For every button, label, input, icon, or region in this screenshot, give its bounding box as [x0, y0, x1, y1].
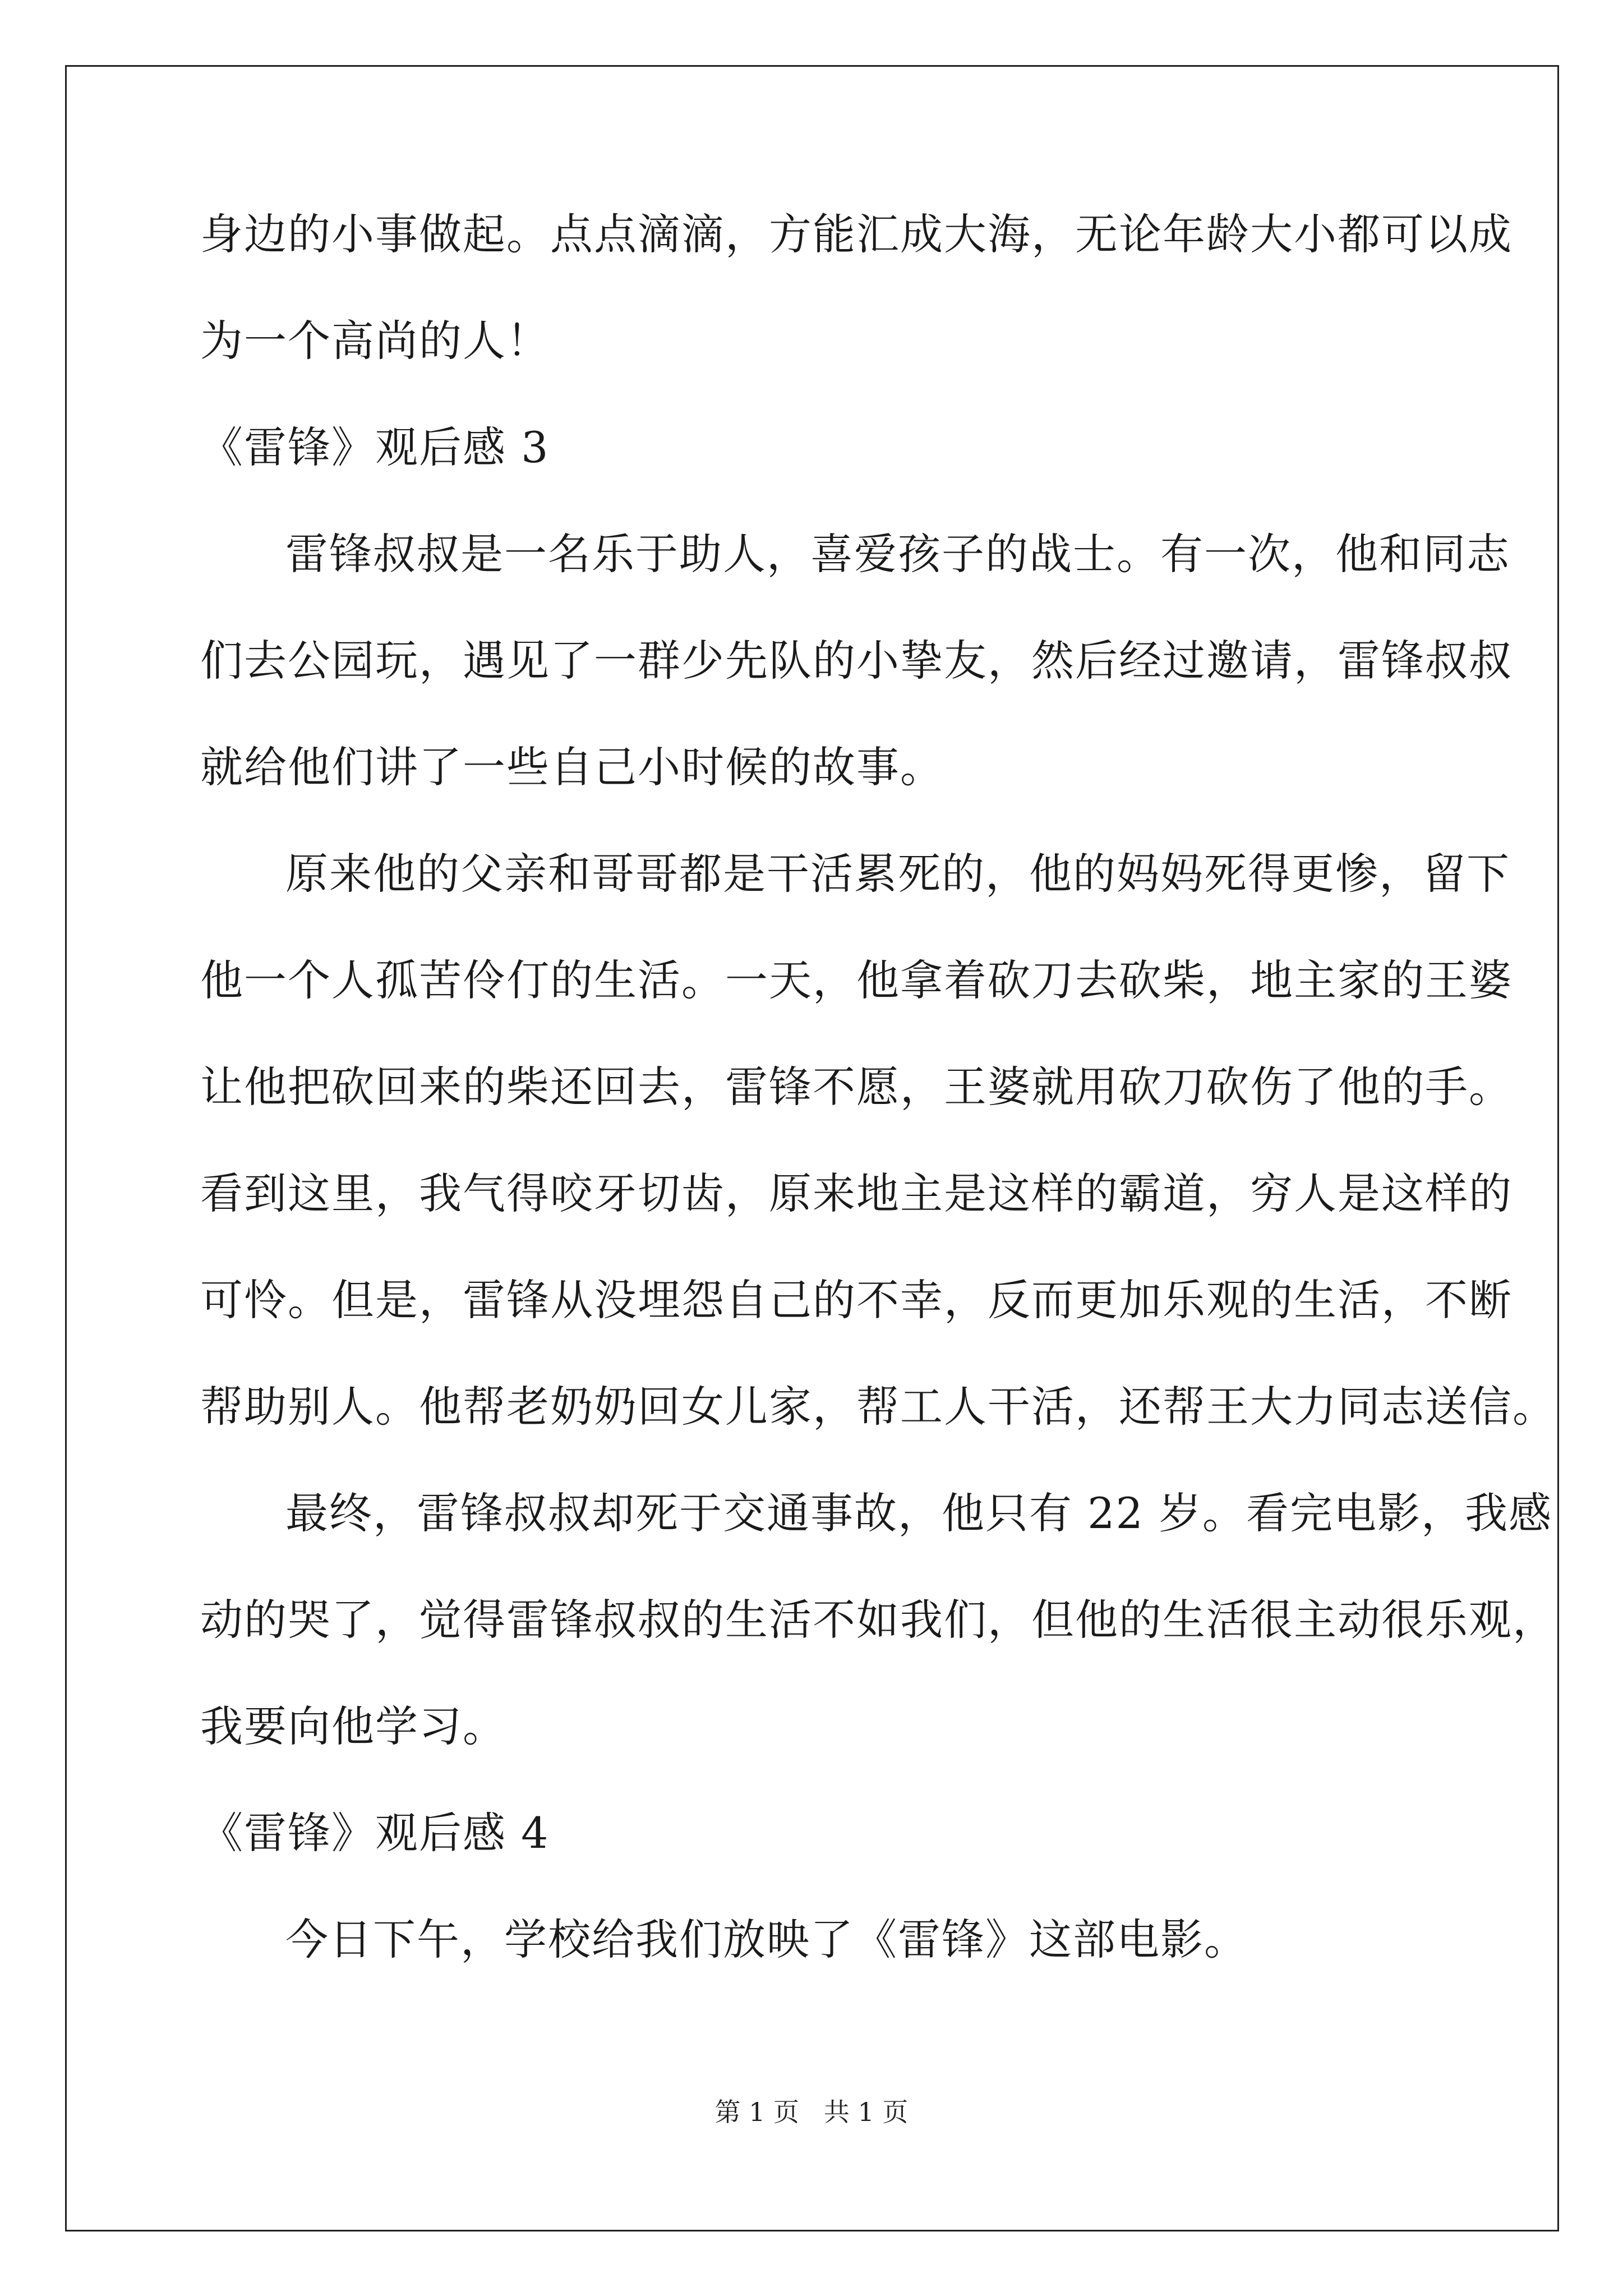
text-line: 雷锋叔叔是一名乐于助人，喜爱孩子的战士。有一次，他和同志: [285, 529, 1510, 579]
text-line: 帮助别人。他帮老奶奶回女儿家，帮工人干活，还帮王大力同志送信。: [200, 1382, 1556, 1432]
text-line: 我要向他学习。: [200, 1701, 506, 1751]
text-line: 原来他的父亲和哥哥都是干活累死的，他的妈妈死得更惨，留下: [285, 849, 1510, 899]
text-line: 让他把砍回来的柴还回去，雷锋不愿，王婆就用砍刀砍伤了他的手。: [200, 1062, 1513, 1112]
document-body: [200, 208, 1556, 2019]
text-line: 们去公园玩，遇见了一群少先队的小挚友，然后经过邀请，雷锋叔叔: [200, 636, 1513, 685]
page-footer: 第 1 页 共 1 页: [714, 2097, 909, 2127]
text-line: 他一个人孤苦伶仃的生活。一天，他拿着砍刀去砍柴，地主家的王婆: [200, 955, 1513, 1005]
text-line: 看到这里，我气得咬牙切齿，原来地主是这样的霸道，穷人是这样的: [200, 1168, 1513, 1218]
text-line: 为一个高尚的人！: [200, 316, 550, 366]
text-line: 就给他们讲了一些自己小时候的故事。: [200, 742, 944, 792]
text-line: 身边的小事做起。点点滴滴，方能汇成大海，无论年龄大小都可以成: [200, 209, 1513, 259]
text-line: 可怜。但是，雷锋从没埋怨自己的不幸，反而更加乐观的生活，不断: [200, 1275, 1513, 1325]
text-line: 最终，雷锋叔叔却死于交通事故，他只有 22 岁。看完电影，我感: [285, 1488, 1553, 1538]
text-line: 动的哭了，觉得雷锋叔叔的生活不如我们，但他的生活很主动很乐观，: [200, 1595, 1556, 1645]
section-heading: 《雷锋》观后感 3: [200, 422, 550, 472]
section-heading: 《雷锋》观后感 4: [200, 1808, 550, 1858]
text-line: 今日下午，学校给我们放映了《雷锋》这部电影。: [285, 1915, 1248, 1964]
